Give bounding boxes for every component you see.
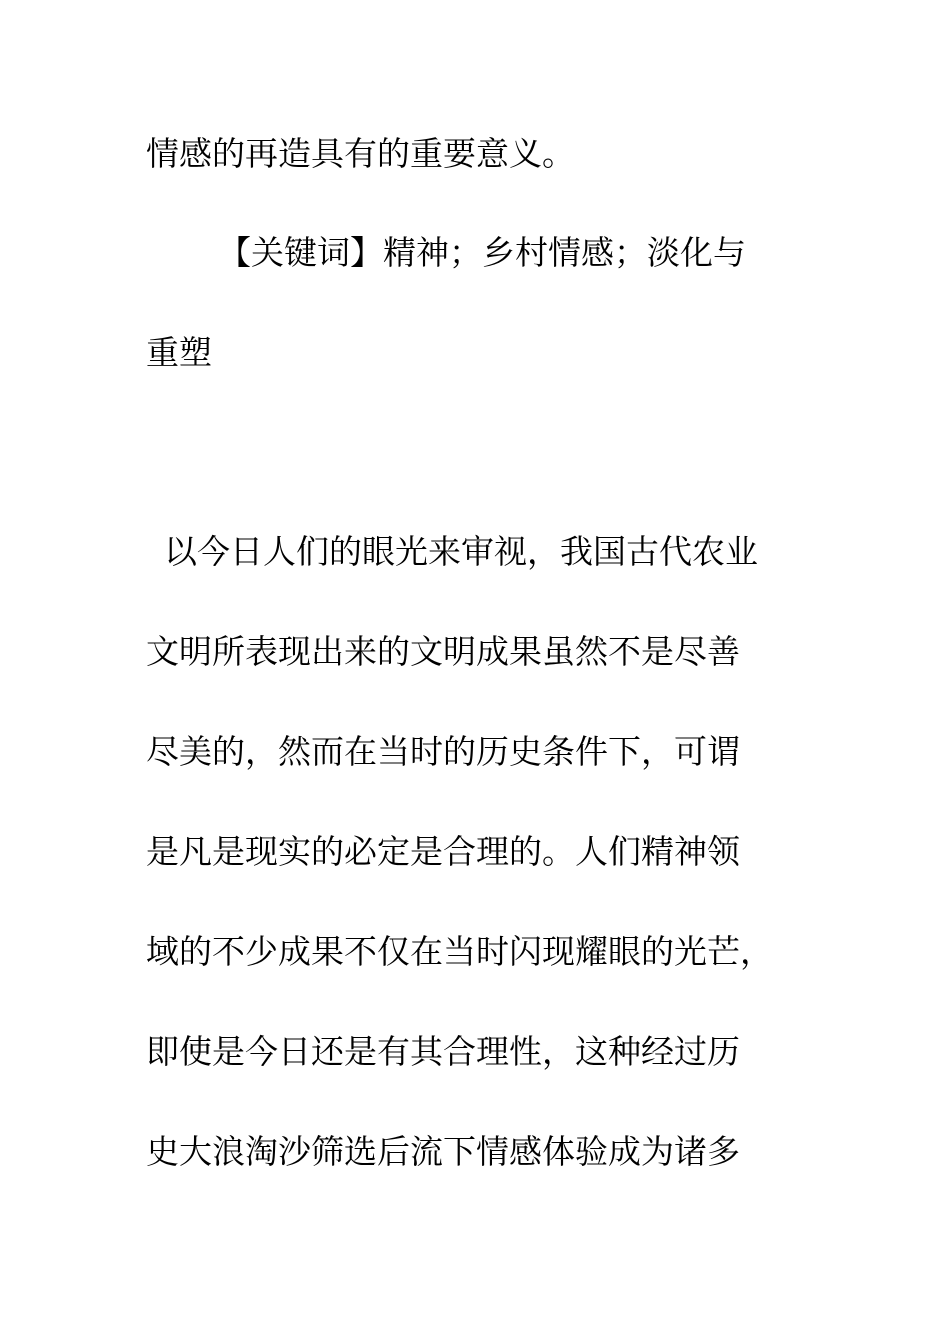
body-line-7: 史大浪淘沙筛选后流下情感体验成为诸多 [146,1132,740,1171]
body-line-1: 以今日人们的眼光来审视，我国古代农业 [164,532,758,571]
body-line-2: 文明所表现出来的文明成果虽然不是尽善 [146,632,740,671]
body-line-3: 尽美的，然而在当时的历史条件下，可谓 [146,732,740,771]
keywords-line-continued: 重塑 [146,333,212,372]
body-line-5: 域的不少成果不仅在当时闪现耀眼的光芒， [146,932,773,971]
abstract-closing-line: 情感的再造具有的重要意义。 [146,134,575,173]
keywords-line: 【关键词】精神；乡村情感；淡化与 [218,233,746,272]
body-line-4: 是凡是现实的必定是合理的。人们精神领 [146,832,740,871]
body-line-6: 即使是今日还是有其合理性，这种经过历 [146,1032,740,1071]
